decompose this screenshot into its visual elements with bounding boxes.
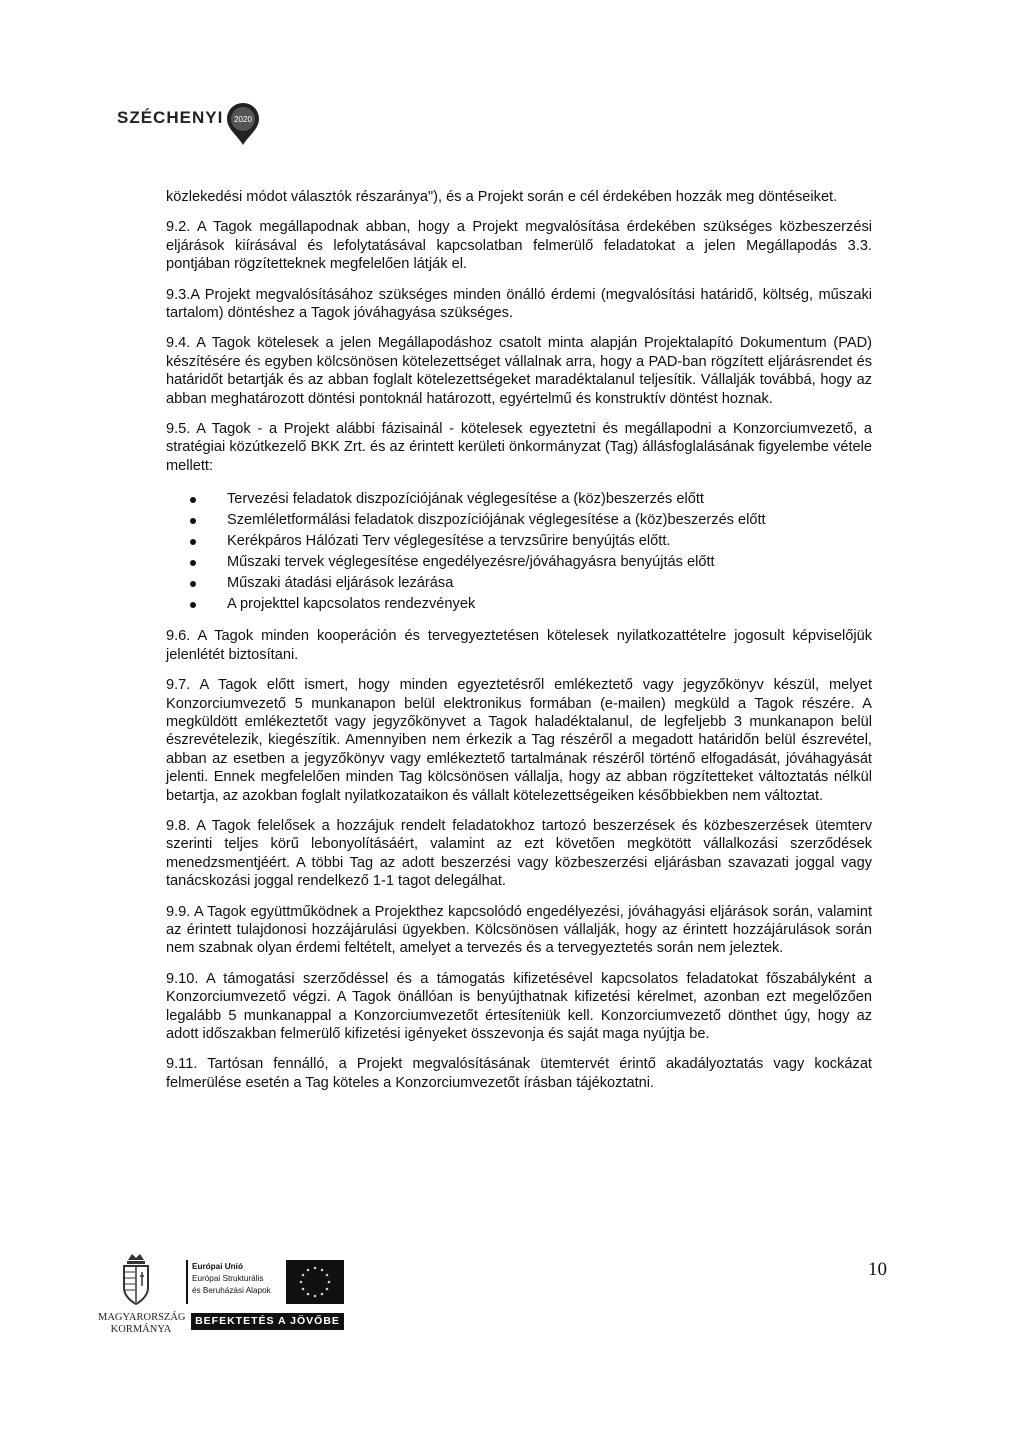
paragraph-9-7: 9.7. A Tagok előtt ismert, hogy minden egyeztetésről emlékeztető vagy jegyzőkönyv készül, melyet Konzorciumvezető 5 munkanapon belül elektronikus formában (e-mailen) megküld a Tagok részére. A megküldött emlékeztetőt vagy jegyzőkönyvet a Tagok haladéktalanul, de legfeljebb 3 munkanapon belül észrevételezik, kiegészítik. Amennyiben nem érkezik a Tag részéről a megadott határidőn belül észrevétel, abban az esetben a jegyzőkönyv vagy emlékeztető tartalmának részéről történő elfogadását, jóváhagyását jelenti. Ennek megfelelően minden Tag kölcsönösen vállalja, hogy az abban rögzítetteket változtatás nélkül betartja, az azokban foglalt nyilatkozataikon és vállalt kötelezettségeiken későbbiekben nem változtat.	[166, 677, 872, 804]
hungarian-coat-of-arms-icon	[112, 1252, 160, 1310]
eu-line-1: Európai Unió	[192, 1262, 243, 1271]
list-item: Szemléletformálási feladatok diszpozíciójának véglegesítése a (köz)beszerzés előtt	[166, 510, 872, 531]
paragraph-9-5: 9.5. A Tagok - a Projekt alábbi fázisainál - kötelesek egyeztetni és megállapodni a Konzorciumvezető, a stratégiai közútkezelő BKK Zrt. és az érintett kerületi önkormányzat (Tag) állásfoglalásának figyelembe vétele mellett:	[166, 421, 872, 474]
paragraph-9-9: 9.9. A Tagok együttműködnek a Projekthez kapcsolódó engedélyezési, jóváhagyási eljárások során, valamint az érintett tulajdonosi hozzájárulási ügyekben. Kölcsönösen vállalják, hogy az érintett hozzájárulások során nem szabnak olyan érdemi feltételt, amelyet a tervezés és a tervegyeztetés során nem jeleztek.	[166, 903, 872, 957]
list-item: Kerékpáros Hálózati Terv véglegesítése a tervzsűrire benyújtás előtt.	[166, 531, 872, 552]
phase-list	[166, 489, 872, 615]
paragraph-9-3: 9.3.A Projekt megvalósításához szükséges minden önálló érdemi (megvalósítási határidő, költség, műszaki tartalom) döntéshez a Tagok jóváhagyása szükséges.	[166, 286, 872, 322]
paragraph-9-1-end: közlekedési módot választók részaránya"), és a Projekt során e cél érdekében hozzák meg döntéseiket.	[166, 189, 838, 205]
list-item: A projekttel kapcsolatos rendezvények	[166, 594, 872, 615]
eu-funding-logo	[180, 1260, 450, 1350]
gov-line-2: KORMÁNYA	[110, 1324, 172, 1335]
paragraph-9-11: 9.11. Tartósan fennálló, a Projekt megvalósításának ütemtervét érintő akadályoztatás vagy kockázat felmerülése esetén a Tag köteles a Konzorciumvezetőt írásban tájékoztatni.	[166, 1056, 872, 1091]
eu-text	[192, 1261, 271, 1297]
paragraph-9-6: 9.6. A Tagok minden kooperáción és tervegyeztetésen kötelesek nyilatkozattételre jogosult képviselőjük jelenlétét biztosítani.	[166, 628, 872, 663]
government-label	[98, 1312, 184, 1336]
gov-line-1: MAGYARORSZÁG	[98, 1312, 186, 1323]
paragraph-9-10: 9.10. A támogatási szerződéssel és a támogatás kifizetésével kapcsolatos feladatokat főszabályként a Konzorciumvezető végzi. A Tagok önállóan is benyújthatnak kifizetési kérelmet, azonban ezt megelőzően legalább 5 munkanappal a Konzorciumvezetőt értesíteniük kell. Konzorciumvezető dönthet úgy, hogy az adott időszakban felmerülő kifizetési igényeket összevonja és saját maga nyújtja be.	[166, 970, 872, 1042]
footer	[98, 1250, 898, 1360]
szechenyi-2020-logo	[117, 95, 261, 141]
page-number: 10	[868, 1259, 887, 1280]
logo-text: SZÉCHENYI	[117, 108, 224, 127]
eu-line-3: és Beruházási Alapok	[192, 1286, 271, 1295]
paragraph-9-2: 9.2. A Tagok megállapodnak abban, hogy a Projekt megvalósítása érdekében szükséges közbeszerzési eljárások kiírásával és lefolytatásával kapcsolatban felmerülő feladatokat a jelen Megállapodás 3.3. pontjában rögzítetteknek megfelelően látják el.	[166, 219, 872, 273]
list-item: Műszaki tervek véglegesítése engedélyezésre/jóváhagyásra benyújtás előtt	[166, 552, 872, 573]
document-body	[166, 188, 872, 1092]
location-pin-icon	[225, 101, 261, 147]
paragraph-9-8: 9.8. A Tagok felelősek a hozzájuk rendelt feladatokhoz tartozó beszerzések és közbeszerzések ütemterv szerinti teljes körű lebonyolításáért, valamint az ezt követően megkötött vállalkozási szerződések menedzsmentjéért. A többi Tag az adott beszerzési vagy közbeszerzési eljárásban szavazati joggal vagy tanácskozási joggal rendelkező 1-1 tagot delegálhat.	[166, 817, 872, 890]
divider	[186, 1260, 188, 1304]
paragraph-9-4: 9.4. A Tagok kötelesek a jelen Megállapodáshoz csatolt minta alapján Projektalapító Dokumentum (PAD) készítésére és egyben kölcsönösen kötelezettséget vállalnak arra, hogy a PAD-ban rögzített eljárásrendet és határidőt betartják és az abban foglalt kötelezettségeket maradéktalanul teljesítik. Vállalják továbbá, hogy az abban meghatározott döntési pontoknál határozott, egyértelmű és konstruktív döntést hoznak.	[166, 335, 872, 407]
eu-flag-icon	[286, 1260, 344, 1304]
list-item: Tervezési feladatok diszpozíciójának véglegesítése a (köz)beszerzés előtt	[166, 489, 872, 510]
eu-line-2: Európai Strukturális	[192, 1274, 264, 1283]
eu-slogan: BEFEKTETÉS A JÖVŐBE	[191, 1313, 344, 1330]
logo-year: 2020	[234, 115, 253, 124]
list-item: Műszaki átadási eljárások lezárása	[166, 573, 872, 594]
